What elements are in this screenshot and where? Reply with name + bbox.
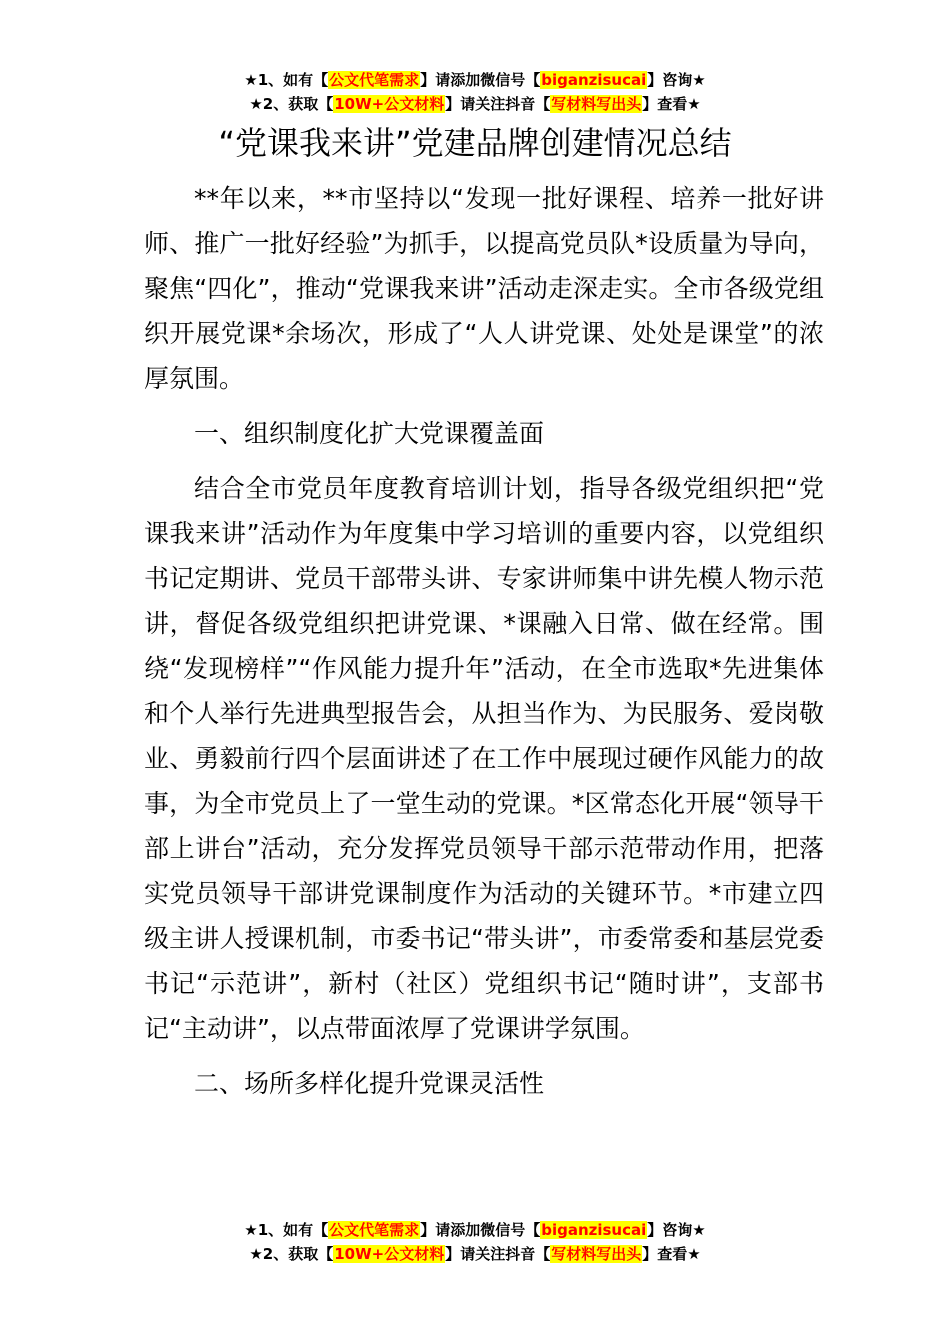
promo-line-1 bbox=[0, 68, 950, 92]
promo-banner-top bbox=[0, 68, 950, 116]
promo-text: 】请关注抖音【 bbox=[445, 95, 551, 113]
promo-text: 】查看★ bbox=[642, 95, 701, 113]
promo-highlight: 公文代笔需求 bbox=[329, 1221, 420, 1239]
promo-text: ★2、获取【 bbox=[249, 95, 334, 113]
promo-text: 】查看★ bbox=[642, 1245, 701, 1263]
section-1-paragraph: 结合全市党员年度教育培训计划，指导各级党组织把“党课我来讲”活动作为年度集中学习培训的重要内容，以党组织书记定期讲、党员干部带头讲、专家讲师集中讲先模人物示范讲，督促各级党组织把讲党课、*课融入日常、做在经常。围绕“发现榜样”“作风能力提升年”活动，在全市选取*先进集体和个人举行先进典型报告会，从担当作为、为民服务、爱岗敬业、勇毅前行四个层面讲述了在工作中展现过硬作风能力的故事，为全市党员上了一堂生动的党课。*区常态化开展“领导干部上讲台”活动，充分发挥党员领导干部示范带动作用，把落实党员领导干部讲党课制度作为活动的关键环节。*市建立四级主讲人授课机制，市委书记“带头讲”，市委常委和基层党委书记“示范讲”，新村（社区）党组织书记“随时讲”，支部书记“主动讲”，以点带面浓厚了党课讲学氛围。 bbox=[144, 474, 824, 1043]
promo-banner-bottom bbox=[0, 1218, 950, 1266]
promo-text: ★1、如有【 bbox=[244, 1221, 329, 1239]
promo-highlight: 10W+公文材料 bbox=[334, 95, 445, 113]
intro-paragraph: **年以来，**市坚持以“发现一批好课程、培养一批好讲师、推广一批好经验”为抓手，以提高党员队*设质量为导向，聚焦“四化”，推动“党课我来讲”活动走深走实。全市各级党组织开展党课*余场次，形成了“人人讲党课、处处是课堂”的浓厚氛围。 bbox=[144, 184, 824, 393]
promo-highlight: 写材料写出头 bbox=[551, 1245, 642, 1263]
promo-highlight: 写材料写出头 bbox=[551, 95, 642, 113]
promo-highlight: biganzisucai bbox=[541, 1221, 647, 1239]
promo-text: ★1、如有【 bbox=[244, 71, 329, 89]
section-2-heading: 二、场所多样化提升党课灵活性 bbox=[194, 1069, 545, 1098]
promo-text: 】咨询★ bbox=[647, 1221, 706, 1239]
promo-text: 】请添加微信号【 bbox=[420, 71, 541, 89]
promo-highlight: biganzisucai bbox=[541, 71, 647, 89]
section-1-heading: 一、组织制度化扩大党课覆盖面 bbox=[194, 419, 545, 448]
promo-highlight: 公文代笔需求 bbox=[329, 71, 420, 89]
promo-line-2 bbox=[0, 92, 950, 116]
promo-highlight: 10W+公文材料 bbox=[334, 1245, 445, 1263]
promo-text: 】咨询★ bbox=[647, 71, 706, 89]
promo-text: 】请关注抖音【 bbox=[445, 1245, 551, 1263]
document-body bbox=[144, 176, 824, 1116]
promo-line-1 bbox=[0, 1218, 950, 1242]
promo-text: 】请添加微信号【 bbox=[420, 1221, 541, 1239]
promo-line-2 bbox=[0, 1242, 950, 1266]
promo-text: ★2、获取【 bbox=[249, 1245, 334, 1263]
document-title: “党课我来讲”党建品牌创建情况总结 bbox=[218, 124, 732, 162]
